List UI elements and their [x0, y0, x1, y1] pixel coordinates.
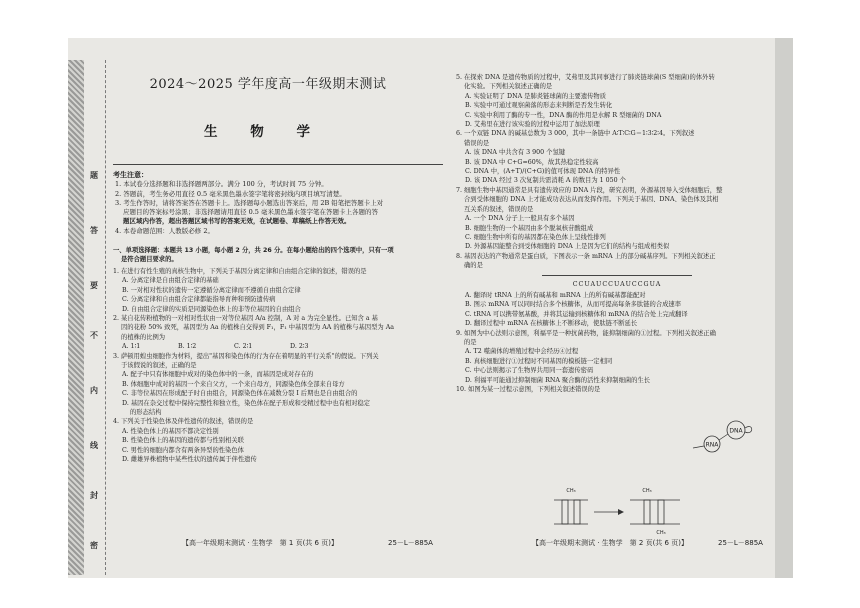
- question-stem: 错误的是: [464, 139, 490, 147]
- strip-char: 内: [90, 386, 98, 395]
- answer-options-row: [113, 342, 443, 351]
- binding-pattern: [68, 60, 84, 575]
- answer-option: C. 细胞生物中所有的基因都在染色体上呈线性排列: [465, 233, 606, 241]
- question-stem: 7. 细胞生物中基因通常是具有遗传效应的 DNA 片段，研究表明，外源基因导入受体细胞后，整: [456, 186, 723, 194]
- notice-line: 题区域内作答，超出答题区域书写的答案无效，在试题卷、草稿纸上作答无效。: [123, 217, 351, 226]
- strip-char: 不: [90, 331, 98, 340]
- answer-option: A. T2 噬菌体的增殖过程中会经历④过程: [465, 348, 579, 356]
- answer-option: D. 该 DNA 经过 3 次复制共需消耗 A 的数目为 1 050 个: [465, 177, 626, 185]
- left-column: [113, 73, 443, 464]
- answer-option: A. 配子中只有体细胞中成对的染色体中的一条，而基因是成对存在的: [122, 371, 314, 379]
- answer-option: C. 非等位基因在形成配子时自由组合，同源染色体在减数分裂 I 后期也是自由组合的: [122, 390, 358, 398]
- question-list: [456, 73, 778, 394]
- mrna-strand: [542, 275, 692, 276]
- answer-option: A. 实验证明了 DNA 是肺炎链球菌的主要遗传物质: [465, 92, 607, 100]
- question-stem: 8. 基因表达的产物通常是蛋白质，下图表示一条 mRNA 上的部分碱基序列。下列相关叙述正: [456, 252, 716, 260]
- answer-option: C. 中心法则揭示了生物界共用同一套遗传密码: [465, 367, 594, 375]
- question-stem: 确的是: [464, 262, 483, 270]
- strip-char: 封: [90, 491, 98, 500]
- answer-option: B. 细胞生物的一个基因由多个脱氧核苷酸组成: [465, 224, 594, 232]
- page-footer: 【高一年级期末测试 · 生物学 第 2 页(共 6 页)】: [532, 539, 688, 547]
- methyl-label: CH₃: [642, 488, 652, 494]
- notice-box: [113, 171, 443, 236]
- answer-option: B. 图示 mRNA 可以同时结合多个核糖体，从而可提高每条多肽链的合成速率: [465, 301, 682, 309]
- rna-label: RNA: [705, 441, 719, 449]
- title-divider: [113, 164, 443, 165]
- answer-option: C. DNA 中，(A+T)/(C+G)的值可体现 DNA 的特异性: [465, 168, 621, 176]
- dna-methylation-diagram: [548, 478, 688, 538]
- notice-line: 4. 本卷命题范围：人教版必修 2。: [115, 226, 214, 235]
- question-stem: 5. 在探索 DNA 是遗传物质的过程中，艾弗里及其同事进行了肺炎链球菌(S 型细菌)的体外转: [456, 74, 715, 81]
- question-stem: 2. 某自花传粉植物的一对相对性状由一对等位基因 A/a 控制，A 对 a 为完全显性。已知含 a 基: [113, 314, 378, 322]
- answer-option: D. 基因在杂交过程中保持完整性和独立性，染色体在配子形成和受精过程中也有相对稳定: [122, 399, 371, 407]
- answer-option: A. 该 DNA 中共含有 3 900 个氢键: [465, 149, 566, 157]
- notice-line: 1. 本试卷分选择题和非选择题两部分。满分 100 分，考试时间 75 分钟。: [115, 180, 328, 189]
- answer-option: B. 真核细胞进行①过程时不同基因的模板链一定相同: [465, 357, 613, 365]
- paper-code: 25－L－885A: [388, 539, 433, 547]
- answer-option: C. 分离定律和自由组合定律都能指导育种和预防遗传病: [122, 296, 276, 304]
- notice-line: 应题目的答案标号涂黑；非选择题请用直径 0.5 毫米黑色墨水签字笔在答题卡上各题的答: [123, 208, 378, 217]
- question-stem: 1. 在进行有性生殖的真核生物中，下列关于基因分离定律和自由组合定律的叙述，错误的是: [113, 267, 367, 275]
- subject-title: 生 物 学: [204, 124, 324, 140]
- base-pair: [644, 500, 650, 524]
- answer-option: D. 艾弗里在进行该实验的过程中运用了加法原理: [465, 121, 600, 129]
- answer-option: B. 实验中可通过观察菌落的形态来判断是否发生转化: [465, 102, 613, 110]
- answer-option: 的形态结构: [130, 408, 162, 416]
- strip-char: 密: [90, 541, 98, 550]
- answer-option: D. 自由组合定律的实质是同源染色体上的非等位基因的自由组合: [122, 305, 301, 313]
- question-stem: 3. 萨顿用蝗虫细胞作为材料，提出"基因和染色体的行为存在着明显的平行关系"的假说。下列关: [113, 352, 379, 360]
- question-stem: 4. 下列关于性染色体及伴性遗传的叙述，错误的是: [113, 418, 254, 426]
- answer-option: D. 翻译过程中 mRNA 在核糖体上不断移动，使肽链不断延长: [465, 320, 638, 328]
- answer-option: D. 外源基因能整合到受体细胞的 DNA 上是因为它们的结构与组成相类似: [465, 243, 670, 251]
- dna-label: DNA: [729, 427, 743, 435]
- strip-char: 要: [90, 281, 98, 290]
- question-stem: 合到受体细胞的 DNA 上才能成功表达从而发挥作用。下列关于基因、DNA、染色体及其相: [464, 196, 719, 204]
- answer-option: C. 2∶1: [234, 343, 253, 351]
- methyl-label: CH₃: [566, 488, 576, 494]
- answer-option: B. 一对相对性状的遗传一定遵循分离定律而不遵循自由组合定律: [122, 286, 301, 294]
- base-pair: [574, 500, 580, 524]
- arrow-head: [618, 509, 624, 515]
- answer-option: B. 该 DNA 中 C+G=60%，故其热稳定性较高: [465, 158, 599, 166]
- answer-option: A. 翻译时 tRNA 上的所有碱基和 mRNA 上的所有碱基都能配对: [465, 291, 646, 299]
- question-stem: 的植株的比例为: [121, 333, 166, 341]
- translation-arrow: [693, 446, 704, 448]
- base-pair: [658, 500, 664, 524]
- question-stem: 的是: [464, 338, 477, 346]
- answer-option: A. 分离定律是自由组合定律的基础: [122, 277, 219, 285]
- page-footer: 【高一年级期末测试 · 生物学 第 1 页(共 6 页)】: [182, 539, 338, 547]
- answer-option: B. 体细胞中成对的基因一个来自父方，一个来自母方，同源染色体全部来自母方: [122, 380, 345, 388]
- answer-option: C. 实验中利用了酶的专一性，DNA 酶的作用是水解 R 型细菌的 DNA: [465, 111, 662, 119]
- transcription-arrow: [719, 434, 728, 440]
- central-dogma-diagram: [690, 418, 760, 458]
- exam-title: 2024～2025 学年度高一年级期末测试: [149, 77, 387, 92]
- answer-option: B. 性染色体上的基因的遗传都与性别相关联: [122, 437, 244, 445]
- notice-line: 3. 考生作答时，请将答案答在答题卡上。选择题每小题选出答案后，用 2B 铅笔把答题卡上对: [115, 198, 384, 207]
- question-stem: 6. 一个双链 DNA 的碱基总数为 3 000，其中一条链中 A∶T∶C∶G＝1∶3∶2∶4。下列叙述: [456, 130, 695, 138]
- answer-option: D. 2∶3: [290, 343, 309, 351]
- base-pair: [562, 500, 568, 524]
- strip-char: 答: [90, 226, 98, 235]
- right-column: [456, 73, 778, 394]
- question-stem: 于该假说的叙述，正确的是: [121, 361, 197, 369]
- notice-line: 2. 答题前，考生务必用直径 0.5 毫米黑色墨水签字笔将密封线内项目填写清楚。: [115, 189, 346, 198]
- answer-option: A. 一个 DNA 分子上一般具有多个基因: [465, 215, 575, 223]
- answer-option: C. 男性的细胞内都含有两条异型的性染色体: [122, 446, 244, 454]
- paper-code: 25－L－885A: [718, 539, 763, 547]
- answer-option: D. 利福平可能通过抑制细菌 RNA 聚合酶的活性来抑制细菌的生长: [465, 376, 651, 384]
- mrna-sequence: CCUAUCCUAUCCGUA: [572, 280, 662, 288]
- answer-option: B. 1∶2: [178, 343, 197, 351]
- question-stem: 9. 如图为中心法则示意图，利福平是一种抗菌药物，能抑制细菌的①过程。下列相关叙述正确: [456, 329, 716, 337]
- question-stem: 10. 如图为某一过程示意图，下列相关叙述错误的是: [456, 386, 601, 393]
- strip-char: 题: [90, 171, 98, 180]
- answer-option: C. tRNA 可以携带氨基酸，并将其运输到核糖体和 mRNA 的结合处上完成翻译: [465, 310, 688, 318]
- question-stem: 化实验。下列相关叙述正确的是: [464, 83, 553, 91]
- question-stem: 互关系的叙述，错误的是: [464, 205, 534, 213]
- section-heading: 是符合题目要求的。: [121, 256, 178, 264]
- answer-option: A. 1∶1: [122, 343, 141, 351]
- answer-option: A. 性染色体上的基因不都决定性别: [122, 427, 219, 435]
- replication-arrow: [745, 426, 752, 432]
- question-list: [113, 246, 443, 464]
- section-heading: 一、单项选择题：本题共 13 小题，每小题 2 分，共 26 分。在每小题给出的四个选项中，只有一项: [113, 247, 394, 255]
- notice-title: 考生注意：: [113, 171, 148, 179]
- strip-char: 线: [90, 441, 98, 450]
- methyl-label: CH₃: [656, 530, 666, 536]
- question-stem: 因的花粉 50% 致死，基因型为 Aa 的植株自交得到 F₁，F₁ 中基因型为 AA 的植株与基因型为 Aa: [121, 324, 394, 332]
- answer-option: D. 雌雄异株植物中某些性状的遗传属于伴性遗传: [122, 456, 257, 464]
